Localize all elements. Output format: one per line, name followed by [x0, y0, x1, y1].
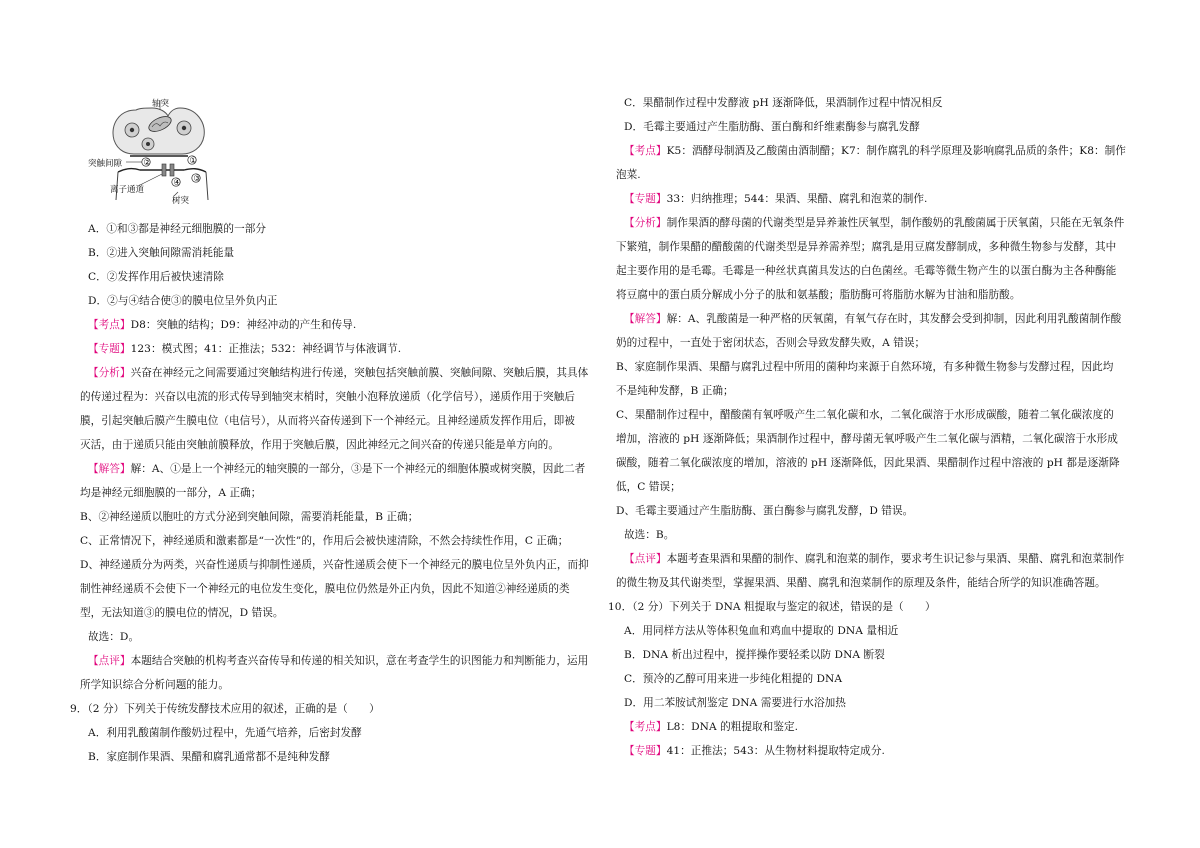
- kaodian-line: 【考点】K5：酒酵母制酒及乙酸菌由酒制醋；K7：制作腐乳的科学原理及影响腐乳品质的条件；K8：制作: [624, 145, 1126, 157]
- dianping-line: 【点评】本题结合突触的机构考查兴奋传导和传递的相关知识，意在考查学生的识图能力和判断能力，运用: [88, 655, 589, 667]
- option-d: D．毛霉主要通过产生脂肪酶、蛋白酶和纤维素酶参与腐乳发酵: [624, 121, 920, 133]
- option-c: C．果醋制作过程中发酵液 pH 逐渐降低，果酒制作过程中情况相反: [624, 97, 943, 109]
- text-line: 型，无法知道③的膜电位的情况，D 错误。: [80, 607, 284, 619]
- zhuanti-line: 【专题】41：正推法；543：从生物材料提取特定成分.: [624, 745, 885, 757]
- text-line: 将豆腐中的蛋白质分解成小分子的肽和氨基酸；脂肪酶可将脂肪水解为甘油和脂肪酸。: [616, 289, 1021, 301]
- text-line: 的微生物及其代谢类型，掌握果酒、果醋、腐乳和泡菜制作的原理及条件，能结合所学的知识准确答题。: [616, 577, 1106, 589]
- zhuanti-line: 【专题】123：模式图；41：正推法；532：神经调节与体液调节.: [88, 343, 402, 355]
- kaodian-line: 【考点】D8：突触的结构；D9：神经冲动的产生和传导.: [88, 319, 357, 331]
- zhuanti-line: 【专题】33：归纳推理；544：果酒、果醋、腐乳和泡菜的制作.: [624, 193, 928, 205]
- vesicle-core: [182, 126, 186, 130]
- text-line: 均是神经元细胞膜的一部分，A 正确；: [80, 487, 262, 499]
- option-c: C．②发挥作用后被快速清除: [88, 271, 224, 283]
- dianping-tag: 【点评】: [88, 655, 131, 667]
- vesicle-core: [130, 128, 134, 132]
- kaodian-tag: 【考点】: [624, 145, 667, 157]
- option-d: D．②与④结合使③的膜电位呈外负内正: [88, 295, 278, 307]
- option-b: B．DNA 析出过程中，搅拌操作要轻柔以防 DNA 断裂: [624, 649, 885, 661]
- text-line: 灭活，由于递质只能由突触前膜释放，作用于突触后膜，因此神经元之间兴奋的传递只能是单方向的。: [80, 439, 559, 451]
- text-line: B、家庭制作果酒、果醋与腐乳过程中所用的菌种均来源于自然环境，有多种微生物参与发酵过程，因此均: [616, 361, 1114, 373]
- option-d: D．用二苯胺试剂鉴定 DNA 需要进行水浴加热: [624, 697, 846, 709]
- marker-1: ①: [189, 156, 198, 166]
- option-c: C．预冷的乙醇可用来进一步纯化粗提的 DNA: [624, 673, 843, 685]
- text-line: D、神经递质分为两类，兴奋性递质与抑制性递质，兴奋性递质会使下一个神经元的膜电位呈外负内正，而抑: [80, 559, 589, 571]
- text-line: 下繁殖，制作果醋的醋酸菌的代谢类型是异养需养型；腐乳是用豆腐发酵制成，多种微生物参与发酵，其中: [616, 241, 1117, 253]
- label-ion-channel: 离子通道: [110, 185, 145, 195]
- marker-2: ②: [143, 158, 152, 168]
- option-a: A．①和③都是神经元细胞膜的一部分: [88, 223, 266, 235]
- text-line: 奶的过程中，一直处于密闭状态，否则会导致发酵失败，A 错误；: [616, 337, 926, 349]
- dianping-tag: 【点评】: [624, 553, 667, 565]
- marker-3: ③: [193, 174, 202, 184]
- question-9: 9．（2 分）下列关于传统发酵技术应用的叙述，正确的是（ ）: [70, 703, 380, 715]
- text-line: 的传递过程为：兴奋以电流的形式传导到轴突末梢时，突触小泡释放递质（化学信号），递质作用于突触后: [80, 391, 575, 403]
- text-line: 低，C 错误；: [616, 481, 681, 493]
- jieda-line: 【解答】解：A、①是上一个神经元的轴突膜的一部分，③是下一个神经元的细胞体膜或树突膜，因此二者: [88, 463, 586, 475]
- option-b: B．家庭制作果酒、果醋和腐乳通常都不是纯种发酵: [88, 751, 330, 763]
- fenxi-tag: 【分析】: [624, 217, 667, 229]
- text-line: 不是纯种发酵，B 正确；: [616, 385, 734, 397]
- dianping-line: 【点评】本题考查果酒和果醋的制作、腐乳和泡菜的制作，要求考生识记参与果酒、果醋、腐乳和泡菜制作: [624, 553, 1125, 565]
- synapse-illustration: [88, 96, 228, 208]
- text-line: B、②神经递质以胞吐的方式分泌到突触间隙，需要消耗能量，B 正确；: [80, 511, 419, 523]
- fenxi-line: 【分析】制作果酒的酵母菌的代谢类型是异养兼性厌氧型，制作酸奶的乳酸菌属于厌氧菌，只能在无氧条件: [624, 217, 1125, 229]
- fenxi-line: 【分析】兴奋在神经元之间需要通过突触结构进行传递，突触包括突触前膜、突触间隙、突触后膜，其具体: [88, 367, 589, 379]
- vesicle-core: [146, 142, 150, 146]
- fenxi-tag: 【分析】: [88, 367, 131, 379]
- jieda-tag: 【解答】: [624, 313, 667, 325]
- option-b: B．②进入突触间隙需消耗能量: [88, 247, 235, 259]
- label-synaptic-cleft: 突触间隙: [88, 159, 123, 169]
- ion-channel-right: [170, 164, 174, 176]
- ion-channel-left: [162, 164, 166, 176]
- label-axon: 轴突: [152, 99, 170, 109]
- jieda-tag: 【解答】: [88, 463, 131, 475]
- synapse-diagram: [88, 96, 228, 208]
- text-line: D、毛霉主要通过产生脂肪酶、蛋白酶参与腐乳发酵，D 错误。: [616, 505, 914, 517]
- text-line: 泡菜.: [616, 169, 641, 181]
- zhuanti-tag: 【专题】: [624, 193, 667, 205]
- option-a: A．用同样方法从等体积兔血和鸡血中提取的 DNA 量相近: [624, 625, 899, 637]
- jieda-line: 【解答】解：A、乳酸菌是一种严格的厌氧菌，有氧气存在时，其发酵会受到抑制，因此利用乳酸菌制作酸: [624, 313, 1122, 325]
- kaodian-tag: 【考点】: [624, 721, 667, 733]
- kaodian-tag: 【考点】: [88, 319, 131, 331]
- zhuanti-tag: 【专题】: [88, 343, 131, 355]
- kaodian-line: 【考点】L8：DNA 的粗提取和鉴定.: [624, 721, 799, 733]
- zhuanti-tag: 【专题】: [624, 745, 667, 757]
- label-dendrite: 树突: [172, 196, 190, 206]
- text-line: 膜，引起突触后膜产生膜电位（电信号），从而将兴奋传递到下一个神经元。且神经递质发挥作用后，即被: [80, 415, 575, 427]
- text-line: 起主要作用的是毛霉。毛霉是一种丝状真菌具发达的白色菌丝。毛霉等微生物产生的以蛋白酶为主各种酶能: [616, 265, 1117, 277]
- answer-line: 故选：B。: [624, 529, 675, 541]
- text-line: 制性神经递质不会使下一个神经元的电位发生变化，膜电位仍然是外正内负，因此不知道②神经递质的类: [80, 583, 570, 595]
- text-line: C、果醋制作过程中，醋酸菌有氧呼吸产生二氧化碳和水，二氧化碳溶于水形成碳酸，随着二氧化碳浓度的: [616, 409, 1114, 421]
- answer-line: 故选：D。: [88, 631, 140, 643]
- question-10: 10．（2 分）下列关于 DNA 粗提取与鉴定的叙述，错误的是（ ）: [608, 601, 936, 613]
- option-a: A．利用乳酸菌制作酸奶过程中，先通气培养，后密封发酵: [88, 727, 362, 739]
- text-line: C、正常情况下，神经递质和激素都是“一次性”的，作用后会被快速清除，不然会持续性作用，C 正确；: [80, 535, 569, 547]
- marker-4: ④: [173, 178, 182, 188]
- text-line: 碳酸，随着二氧化碳浓度的增加，溶液的 pH 逐渐降低，因此果酒、果醋制作过程中溶液的 pH 都是逐渐降: [616, 457, 1120, 469]
- text-line: 增加，溶液的 pH 逐渐降低；果酒制作过程中，酵母菌无氧呼吸产生二氧化碳与酒精，二氧化碳溶于水形成: [616, 433, 1118, 445]
- dendrite-wall: [206, 172, 208, 200]
- text-line: 所学知识综合分析问题的能力。: [80, 679, 230, 691]
